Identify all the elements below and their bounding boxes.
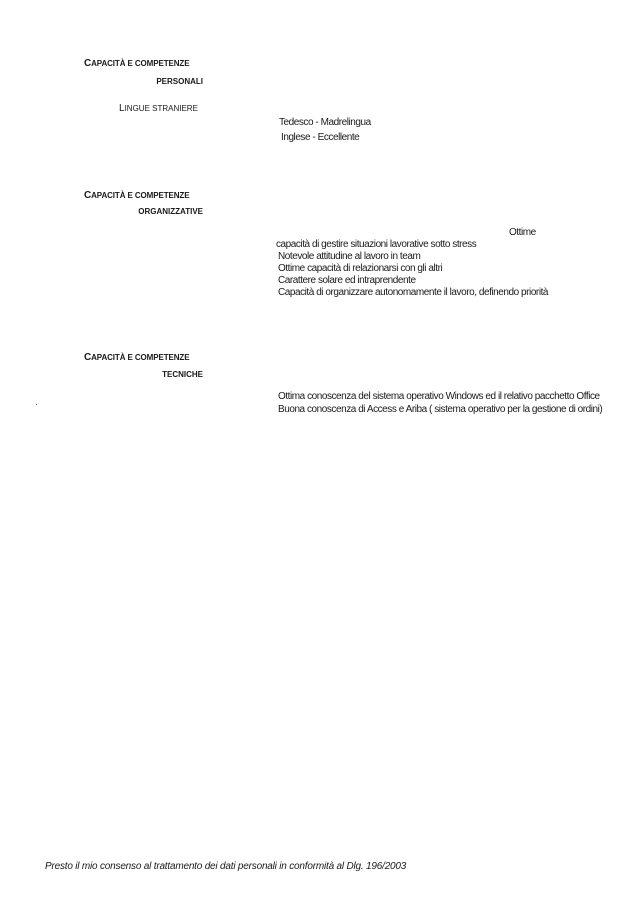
section-subheading-personali: PERSONALI xyxy=(156,77,203,86)
languages-label-rest: INGUE STRANIERE xyxy=(124,104,198,113)
organizational-lead-word: Ottime xyxy=(509,227,536,238)
heading-rest: APACITÀ E COMPETENZE xyxy=(91,191,190,200)
organizational-item: Capacità di organizzare autonomamente il lavoro, definendo priorità xyxy=(278,287,549,298)
section-subheading-tecniche: TECNICHE xyxy=(162,370,203,379)
language-item: Tedesco - Madrelingua xyxy=(279,117,371,128)
heading-rest: APACITÀ E COMPETENZE xyxy=(91,59,190,68)
technical-item: Buona conoscenza di Access e Ariba ( sistema operativo per la gestione di ordini) xyxy=(278,404,603,415)
technical-item: Ottima conoscenza del sistema operativo Windows ed il relativo pacchetto Office xyxy=(278,391,600,402)
languages-label xyxy=(119,103,198,114)
organizational-item: Ottime capacità di relazionarsi con gli altri xyxy=(278,263,443,274)
section-heading-tecniche xyxy=(84,352,189,364)
heading-initial: C xyxy=(84,58,92,69)
margin-mark: · xyxy=(35,399,38,409)
languages-label-initial: L xyxy=(119,103,125,114)
organizational-item: capacità di gestire situazioni lavorative sotto stress xyxy=(276,239,477,250)
organizational-item: Carattere solare ed intraprendente xyxy=(278,275,416,286)
privacy-consent-footer: Presto il mio consenso al trattamento dei dati personali in conformità al Dlg. 196/2003 xyxy=(45,861,407,872)
section-heading-organizzative xyxy=(84,190,189,202)
organizational-item: Notevole attitudine al lavoro in team xyxy=(278,251,421,262)
heading-initial: C xyxy=(84,190,92,201)
section-heading-personali xyxy=(84,58,189,70)
language-item: Inglese - Eccellente xyxy=(281,132,360,143)
heading-initial: C xyxy=(84,352,92,363)
section-subheading-organizzative: ORGANIZZATIVE xyxy=(138,207,203,216)
heading-rest: APACITÀ E COMPETENZE xyxy=(91,353,190,362)
